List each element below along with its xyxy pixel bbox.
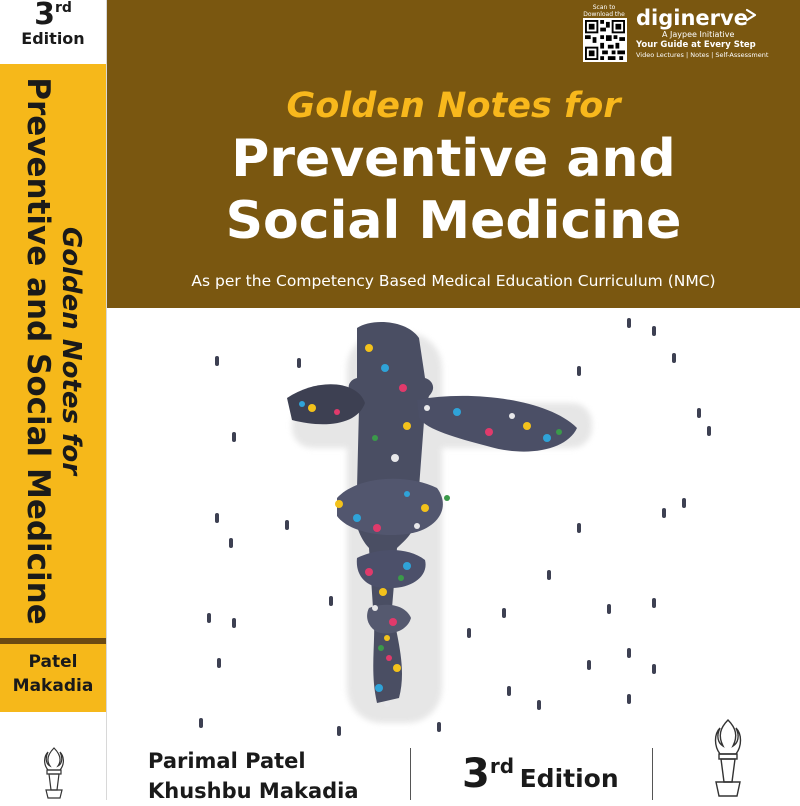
spine-edition-suffix: rd [54,0,72,16]
spine-authors [0,644,106,712]
cover-authors [148,746,359,806]
front-edition-number: 3 [462,751,490,797]
qr-code-icon[interactable] [583,18,627,62]
torch-logo-icon [36,744,72,800]
book-spine [0,0,106,800]
qr-code-graphic [585,20,625,60]
qr-caption-line1: Scan to [592,4,616,11]
cover-title-line2: Social Medicine [225,191,682,251]
cover-pre-title: Golden Notes for [286,86,621,126]
author-1: Parimal Patel [148,749,306,773]
spine-title-line1: Golden Notes for [56,226,86,476]
brand-features: Video Lectures | Notes | Self-Assessment [636,51,769,59]
spine-edition-word: Edition [21,29,85,48]
front-edition-suffix: rd [489,754,515,778]
torch-logo-icon [706,716,750,800]
cover-title-line1: Preventive and [231,129,676,189]
footer-divider-right [652,748,653,800]
crowd-caduceus-icon [107,308,800,740]
spine-edition-number: 3 [34,0,55,32]
scattered-people [199,318,711,736]
brand-arrow-icon [744,8,758,22]
brand-tagline: Your Guide at Every Step [636,40,756,50]
author-2: Khushbu Makadia [148,779,359,803]
spine-title [20,71,86,631]
brand-initiative: A Jaypee Initiative [662,30,735,39]
spine-title-line2: Preventive and Social Medicine [20,77,56,625]
cover-subtitle: As per the Competency Based Medical Education Curriculum (NMC) [191,272,716,290]
cover-title [107,128,800,252]
front-edition-word: Edition [519,764,619,793]
spine-author2: Makadia [12,676,94,696]
diginerve-brand[interactable] [636,6,796,60]
footer-divider-left [410,748,411,800]
spine-author1: Patel [28,652,78,672]
front-edition [462,751,619,797]
brand-name: diginerve [636,6,748,30]
spine-edition [0,0,106,64]
qr-caption-line2: Download the [583,11,625,18]
